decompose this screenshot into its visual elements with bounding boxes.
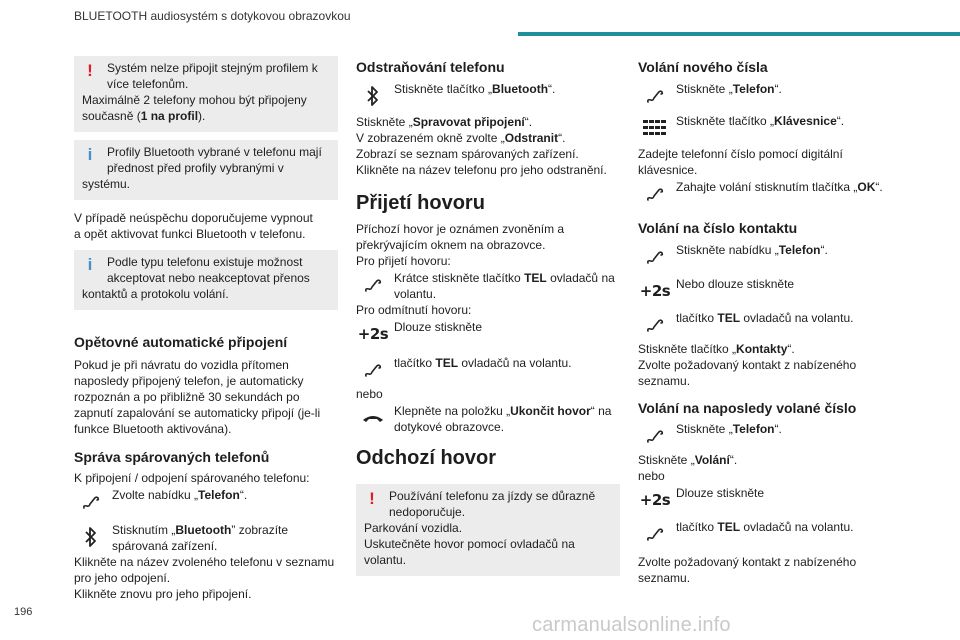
warning-note-profiles [74, 56, 338, 132]
paragraph-or: nebo [356, 387, 383, 401]
header-title: BLUETOOTH audiosystém s dotykovou obrazovkou [74, 9, 351, 23]
phone-handset-icon [638, 80, 672, 112]
step-ok [638, 178, 902, 210]
section-heading-contact: Volání na číslo kontaktu [638, 220, 798, 236]
step-text: Klepněte na položku „Ukončit hovor“ na dotykové obrazovce. [394, 404, 612, 434]
step-phone [638, 80, 902, 112]
note-text: Systém nelze připojit stejným profilem k [107, 61, 318, 75]
note-text: Maximálně 2 telefony mohou být připojeny [82, 93, 307, 107]
step-phone [638, 420, 902, 452]
header-accent-bar [518, 32, 960, 36]
phone-handset-icon [356, 269, 390, 301]
paragraph-select-phone: Klikněte na název zvoleného telefonu v seznamu pro jeho odpojení. Klikněte znovu pro jeho připojení. [74, 555, 335, 601]
step-text: Zahajte volání stisknutím tlačítka „OK“. [676, 180, 883, 194]
note-text: Uskutečněte hovor pomocí ovladačů na [364, 537, 575, 551]
warning-icon: ! [87, 61, 93, 80]
section-heading-new-number: Volání nového čísla [638, 59, 768, 75]
paragraph-manage: K připojení / odpojení spárovaného telefonu: [74, 471, 310, 485]
step-text: Dlouze stiskněte [676, 486, 765, 500]
info-note-contacts [74, 250, 338, 310]
step-long-press [638, 484, 902, 516]
step-text: Krátce stiskněte tlačítko TEL ovladačů na volantu. [394, 271, 615, 301]
phone-handset-icon [638, 178, 672, 210]
step-text: Stiskněte tlačítko „Bluetooth“. [394, 82, 556, 96]
phone-handset-icon [638, 420, 672, 452]
warning-icon: ! [369, 489, 375, 508]
step-long-press [638, 275, 902, 307]
long-press-icon: +2s [639, 282, 671, 300]
phone-handset-icon [638, 518, 672, 550]
paragraph-reject: Pro odmítnutí hovoru: [356, 303, 472, 317]
note-text: Podle typu telefonu existuje možnost [107, 255, 303, 269]
step-text: Zvolte nabídku „Telefon“. [112, 488, 248, 502]
note-text: volantu. [364, 553, 407, 567]
step-text: Stiskněte nabídku „Telefon“. [676, 243, 828, 257]
note-text: Parkování vozidla. [364, 521, 463, 535]
step-answer-tel [356, 269, 620, 302]
watermark: carmanualsonline.info [532, 614, 731, 636]
column-3 [638, 56, 902, 586]
bluetooth-icon [74, 521, 108, 553]
page-header [0, 0, 960, 40]
paragraph-calls: Stiskněte „Volání“. nebo [638, 453, 738, 483]
step-bluetooth-button [356, 80, 620, 112]
info-icon: i [87, 255, 93, 274]
step-text: Stiskněte tlačítko „Klávesnice“. [676, 114, 845, 128]
step-bluetooth-devices [74, 521, 338, 554]
step-long-press [356, 318, 620, 350]
note-text: kontaktů a protokolu volání. [82, 287, 229, 301]
paragraph-reconnect: Pokud je při návratu do vozidla přítomen naposledy připojený telefon, je automaticky rozpoznán a po přibližně 30 sekundách po zapnutí zapalování se automaticky připojí (je-li funkce Bluetooth aktivována). [74, 358, 321, 436]
info-icon: i [87, 145, 93, 164]
column-2 [356, 56, 620, 576]
long-press-icon: +2s [357, 325, 389, 343]
step-text: Stiskněte „Telefon“. [676, 422, 782, 436]
note-text: více telefonům. [107, 77, 189, 91]
step-text: Stisknutím „Bluetooth” zobrazíte spárovaná zařízení. [112, 523, 289, 553]
paragraph-remove: Stiskněte „Spravovat připojení“. V zobrazeném okně zvolte „Odstranit“. Zobrazí se seznam spárovaných zařízení. Klikněte na název telefonu pro jeho odstranění. [356, 115, 607, 177]
section-heading-reconnect: Opětovné automatické připojení [74, 334, 288, 350]
step-text: tlačítko TEL ovladačů na volantu. [676, 311, 854, 325]
paragraph-incoming: Příchozí hovor je oznámen zvoněním a překrývajícím oknem na obrazovce. Pro přijetí hovoru: [356, 222, 565, 268]
long-press-icon: +2s [639, 491, 671, 509]
paragraph-contacts: Stiskněte tlačítko „Kontakty“. Zvolte požadovaný kontakt z nabízeného seznamu. [638, 342, 857, 388]
paragraph-failure: V případě neúspěchu doporučujeme vypnout a opět aktivovat funkci Bluetooth v telefonu. [74, 211, 313, 241]
step-text: Dlouze stiskněte [394, 320, 483, 334]
section-heading-last-number: Volání na naposledy volané číslo [638, 400, 857, 416]
phone-handset-icon [638, 309, 672, 341]
step-phone-menu [74, 486, 338, 518]
hang-up-icon [356, 402, 390, 434]
step-end-call [356, 402, 620, 435]
info-note-profiles [74, 140, 338, 200]
note-text: Používání telefonu za jízdy se důrazně [389, 489, 596, 503]
paragraph-select-contact: Zvolte požadovaný kontakt z nabízeného seznamu. [638, 555, 857, 585]
paragraph-keypad: Zadejte telefonní číslo pomocí digitální klávesnice. [638, 147, 843, 177]
step-tel [638, 309, 902, 341]
step-keypad [638, 112, 902, 144]
step-phone-menu [638, 241, 902, 273]
section-heading-remove: Odstraňování telefonu [356, 59, 505, 75]
phone-handset-icon [356, 354, 390, 386]
phone-handset-icon [638, 241, 672, 273]
step-text: tlačítko TEL ovladačů na volantu. [394, 356, 572, 370]
bluetooth-icon [356, 80, 390, 112]
warning-note-driving [356, 484, 620, 576]
step-text: Nebo dlouze stiskněte [676, 277, 795, 291]
phone-handset-icon [74, 486, 108, 518]
step-tel [638, 518, 902, 550]
note-text: nedoporučuje. [389, 505, 466, 519]
section-heading-outgoing: Odchozí hovor [356, 447, 496, 469]
note-text: akceptovat nebo neakceptovat přenos [107, 271, 310, 285]
note-text: současně (1 na profil). [82, 109, 206, 123]
step-reject-tel [356, 354, 620, 386]
section-heading-incoming: Přijetí hovoru [356, 192, 485, 214]
note-text: přednost před profily vybranými v [107, 161, 284, 175]
note-text: Profily Bluetooth vybrané v telefonu mají [107, 145, 322, 159]
step-text: tlačítko TEL ovladačů na volantu. [676, 520, 854, 534]
note-text: systému. [82, 177, 131, 191]
step-text: Stiskněte „Telefon“. [676, 82, 782, 96]
section-heading-manage: Správa spárovaných telefonů [74, 449, 270, 465]
page-number: 196 [14, 606, 33, 618]
keypad-icon [638, 112, 672, 144]
column-1 [74, 56, 338, 602]
